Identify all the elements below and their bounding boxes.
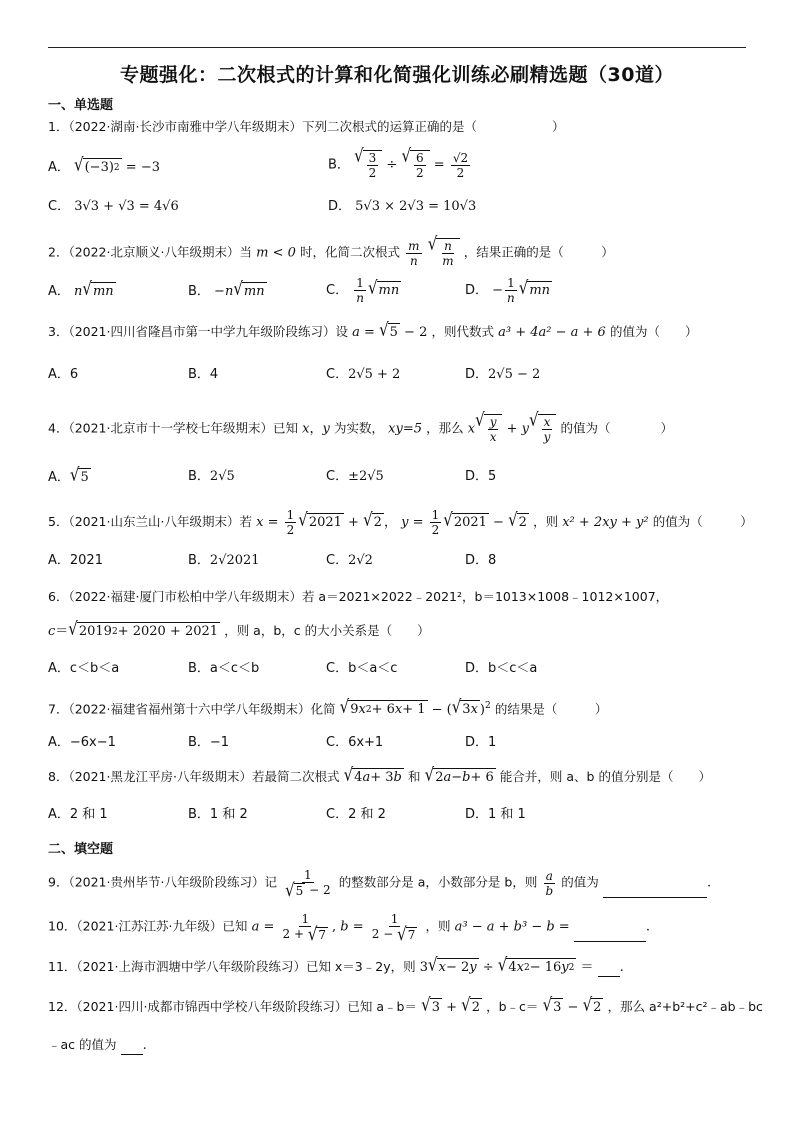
q8-option-c[interactable]: C．2 和 2 [326, 807, 386, 822]
q7-option-d[interactable]: D．1 [465, 735, 497, 750]
question-7: 7．（2022·福建省福州第十六中学八年级期末）化简 √ 9 x 2 + 6 x + 1 − ( √ 3 x )$^2$ 的结果是（ ） [48, 696, 608, 718]
q2-option-a[interactable]: A． n √ mn [48, 277, 114, 300]
question-10: 10．（2021·江苏江苏·九年级）已知 a = 1 2 + √ 7 , b = 1 2 − √ 7 ，则 a³ − a + b³ − b = . [48, 912, 650, 945]
q4-option-a[interactable]: A． √ 5 [48, 463, 89, 486]
q3-option-d[interactable]: D．2√5 − 2 [465, 367, 541, 382]
q11-answer-blank[interactable] [598, 976, 620, 977]
q3-option-b[interactable]: B．4 [188, 367, 219, 382]
q8-option-d[interactable]: D．1 和 1 [465, 807, 526, 822]
question-1-stem: 1．（2022·湖南·长沙市南雅中学八年级期末）下列二次根式的运算正确的是（ ） [48, 119, 565, 134]
q1-option-b[interactable]: B． √ $\frac{3}{2}$ ÷ √ $\frac{6}{2}$ = $\frac{√2}{2}$ [328, 144, 469, 180]
question-9: 9．（2021·贵州毕节·八年级阶段练习）记 1 √ 5 − 2 的整数部分是 a，小数部分是 b，则 $\frac{a}{b}$ 的值为 . [48, 868, 712, 901]
question-4: 4．（2021·北京市十一学校七年级期末）已知 x，y 为实数， xy=5 ，那么 x √ $\frac{y}{x}$ + y √ $\frac{x}{y}$ 的值为（ ） [48, 408, 674, 444]
q8-option-b[interactable]: B．1 和 2 [188, 807, 248, 822]
question-6: 6．（2022·福建·厦门市松柏中学八年级期末）若 a＝2021×2022﹣2021²，b＝1013×1008﹣1012×1007， [48, 589, 669, 604]
q5-option-a[interactable]: A．2021 [48, 553, 103, 568]
q2-option-c[interactable]: C． $\frac{1}{n}$ √ mn [326, 276, 400, 305]
q6-option-c[interactable]: C．b＜a＜c [326, 661, 398, 676]
q9-answer-blank[interactable] [603, 897, 707, 898]
question-6-line-2: c＝ √ 2019 2 + 2020 + 2021 ，则 a，b，c 的大小关系是（ ） [48, 617, 430, 640]
question-5: 5．（2021·山东兰山·八年级期末）若 x = $\frac{1}{2}$ √ 2021 + √ 2 ， y = $\frac{1}{2}$ √ 2021 − √ 2 ，则 x² + 2xy + y² 的值为（ ） [48, 508, 753, 537]
section-fill-blank: 二、填空题 [48, 842, 114, 857]
section-single-choice: 一、单选题 [48, 98, 114, 113]
page-title: 专题强化：二次根式的计算和化简强化训练必刷精选题（30道） [120, 64, 674, 86]
q1-option-c[interactable]: C． 3√3 + √3 = 4√6 [48, 199, 179, 214]
question-12: 12．（2021·四川·成都市锦西中学校八年级阶段练习）已知 a﹣b＝ √ 3 + √ 2 ，b﹣c＝ √ 3 − √ 2 ，那么 a²+b²+c²﹣ab﹣bc [48, 993, 763, 1016]
q1-option-a[interactable]: A． √ (−3) 2 = −3 [48, 153, 160, 176]
q8-option-a[interactable]: A．2 和 1 [48, 807, 108, 822]
q6-option-a[interactable]: A．c＜b＜a [48, 661, 120, 676]
question-1 [48, 118, 748, 137]
header-rule [48, 47, 746, 48]
q4-option-b[interactable]: B．2√5 [188, 469, 235, 484]
q2-option-b[interactable]: B． −n √ mn [188, 277, 265, 300]
q10-answer-blank[interactable] [574, 941, 646, 942]
q6-option-d[interactable]: D．b＜c＜a [465, 661, 538, 676]
q3-option-c[interactable]: C．2√5 + 2 [326, 367, 401, 382]
question-3: 3．（2021·四川省隆昌市第一中学九年级阶段练习）设 a = √ 5 − 2 ，则代数式 a³ + 4a² − a + 6 的值为（ ） [48, 318, 698, 341]
q7-option-b[interactable]: B．−1 [188, 735, 230, 750]
q4-option-c[interactable]: C．±2√5 [326, 469, 384, 484]
question-8: 8．（2021·黑龙江平房·八年级期末）若最简二次根式 √ 4 a + 3 b 和 √ 2 a − b + 6 能合并，则 a、b 的值分别是（ ） [48, 763, 711, 786]
q12-answer-blank[interactable] [121, 1054, 143, 1055]
q5-option-d[interactable]: D．8 [465, 553, 497, 568]
q7-option-c[interactable]: C．6x+1 [326, 735, 384, 750]
q5-option-c[interactable]: C．2√2 [326, 553, 373, 568]
question-11: 11．（2021·上海市泗塘中学八年级阶段练习）已知 x＝3﹣2y，则 3 √ x − 2 y ÷ √ 4 x 2 − 16 y 2 ＝ . [48, 953, 624, 976]
q2-option-d[interactable]: D． − $\frac{1}{n}$ √ mn [465, 276, 551, 305]
question-2: 2．（2022·北京顺义·八年级期末）当 m < 0 时，化简二次根式 $\frac{m}{n}$ √ $\frac{n}{m}$ ，结果正确的是（ ） [48, 232, 614, 268]
q6-option-b[interactable]: B．a＜c＜b [188, 661, 260, 676]
q1-option-d[interactable]: D． 5√3 × 2√3 = 10√3 [328, 199, 477, 214]
q5-option-b[interactable]: B．2√2021 [188, 553, 260, 568]
question-12-line-2: ﹣ac 的值为 . [48, 1037, 147, 1053]
q7-option-a[interactable]: A．−6x−1 [48, 735, 116, 750]
q4-option-d[interactable]: D．5 [465, 469, 497, 484]
q3-option-a[interactable]: A．6 [48, 367, 79, 382]
